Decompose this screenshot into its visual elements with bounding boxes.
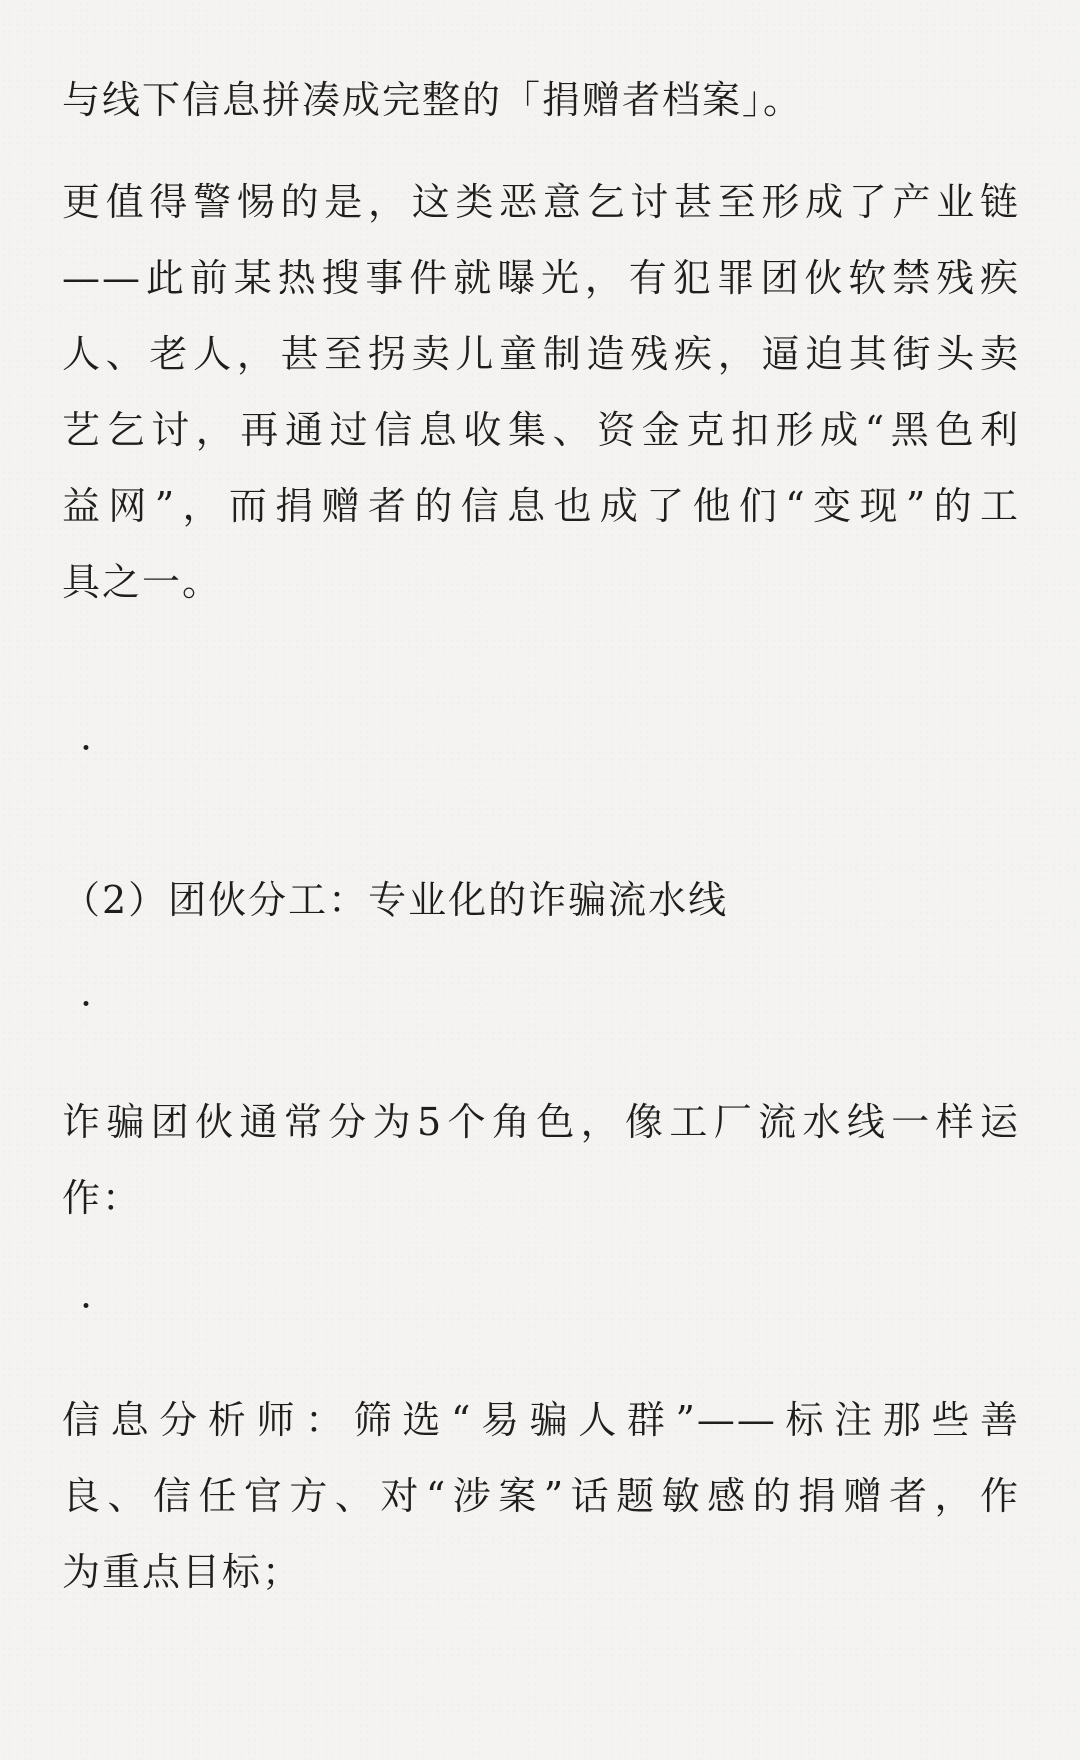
text-line: 艺乞讨，再通过信息收集、资金克扣形成“黑色利 [62,408,1020,452]
text-line: 益网”，而捐赠者的信息也成了他们“变现”的工 [62,484,1020,528]
text-line: 为重点目标； [62,1550,303,1594]
text-line: 信息分析师：筛选“易骗人群”——标注那些善 [62,1398,1020,1442]
separator-dot: · [80,1284,93,1328]
text-line: 人、老人，甚至拐卖儿童制造残疾，逼迫其街头卖 [62,332,1020,376]
section-heading: （2）团伙分工：专业化的诈骗流水线 [62,878,729,922]
text-line: 更值得警惕的是，这类恶意乞讨甚至形成了产业链 [62,180,1020,224]
paragraph-five-roles [62,1084,1020,1236]
paragraph-donor-profile [62,62,1020,138]
separator-dot: · [80,726,93,770]
text-line: ——此前某热搜事件就曝光，有犯罪团伙软禁残疾 [62,256,1020,300]
text-line: 与线下信息拼凑成完整的「捐赠者档案」。 [62,78,804,122]
text-line: 良、信任官方、对“涉案”话题敏感的捐赠者，作 [62,1474,1020,1518]
paragraph-industry-chain [62,164,1020,620]
paragraph-info-analyst [62,1382,1020,1610]
text-line: 诈骗团伙通常分为5个角色，像工厂流水线一样运 [62,1100,1020,1144]
separator-dot: · [80,982,93,1026]
text-line: 具之一。 [62,560,223,604]
text-line: 作： [62,1176,143,1220]
